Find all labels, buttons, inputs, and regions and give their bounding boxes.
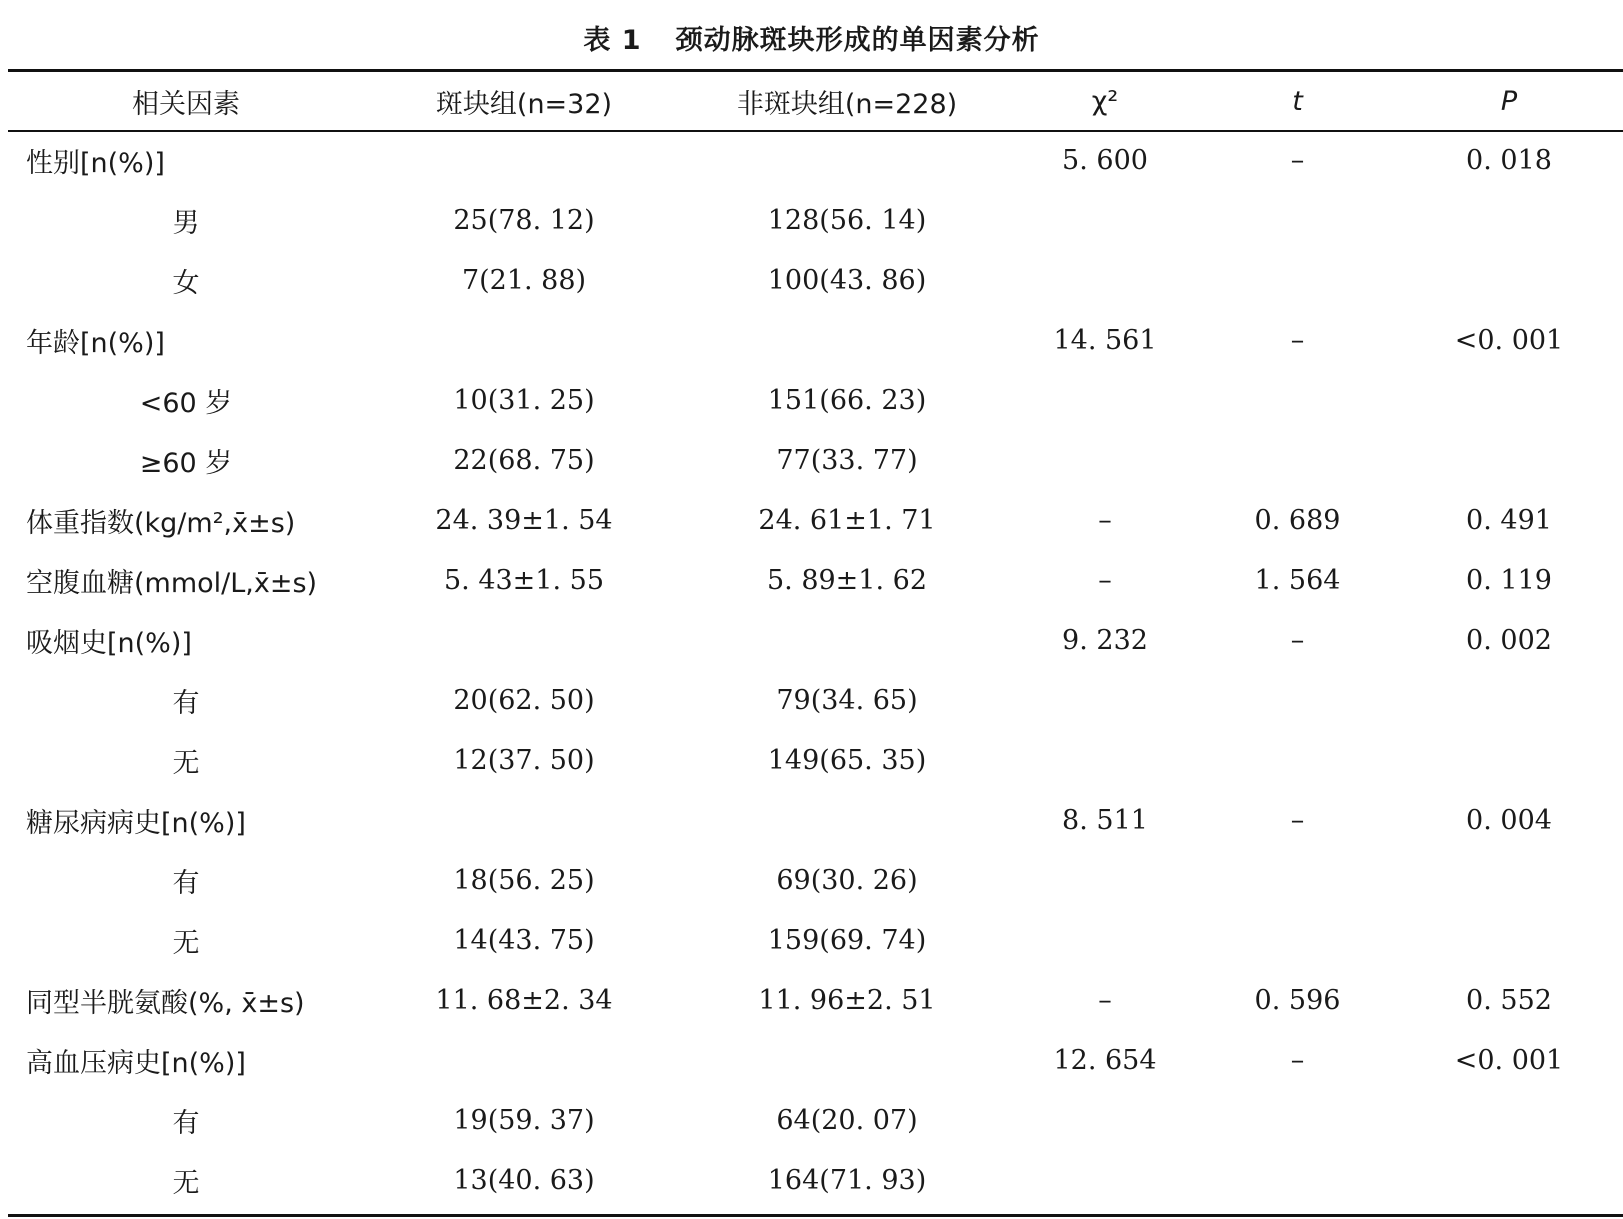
plaque-group-cell: 13(40. 63) xyxy=(453,1164,595,1196)
header-plaque-group: 斑块组(n=32) xyxy=(435,88,613,120)
header-chi-square: χ² xyxy=(1091,85,1119,117)
p-value-cell: <0. 001 xyxy=(1454,1044,1564,1076)
plaque-group-cell xyxy=(364,610,684,670)
plaque-group-cell xyxy=(364,790,684,850)
factor-cell: 高血压病史[n(%)] xyxy=(26,1047,246,1079)
factor-cell: 吸烟史[n(%)] xyxy=(26,627,192,659)
sub-factor-cell: 有 xyxy=(172,1107,200,1139)
plaque-group-cell xyxy=(364,130,684,190)
table-row xyxy=(8,250,1623,310)
chi-square-cell: – xyxy=(1098,504,1112,536)
p-value-cell xyxy=(1395,1150,1623,1210)
non-plaque-group-cell: 128(56. 14) xyxy=(767,204,927,236)
sub-factor-cell: 男 xyxy=(172,207,200,239)
chi-square-cell xyxy=(1010,670,1200,730)
sub-factor-cell: 女 xyxy=(172,267,200,299)
p-value-cell: 0. 002 xyxy=(1466,624,1552,656)
p-value-cell: 0. 004 xyxy=(1466,804,1552,836)
table-row xyxy=(8,310,1623,370)
p-value-cell xyxy=(1395,250,1623,310)
chi-square-cell xyxy=(1010,1150,1200,1210)
sub-factor-cell: 无 xyxy=(172,927,200,959)
non-plaque-group-cell xyxy=(684,1030,1010,1090)
sub-factor-cell: 无 xyxy=(172,1167,200,1199)
t-value-cell: 1. 564 xyxy=(1254,564,1341,596)
t-value-cell: – xyxy=(1290,144,1305,176)
p-value-cell: 0. 018 xyxy=(1466,144,1552,176)
p-value-cell: <0. 001 xyxy=(1454,324,1564,356)
t-value-cell: 0. 689 xyxy=(1254,504,1341,536)
header-p: P xyxy=(1500,85,1518,117)
non-plaque-group-cell xyxy=(684,610,1010,670)
chi-square-cell: – xyxy=(1098,564,1112,596)
non-plaque-group-cell: 64(20. 07) xyxy=(776,1104,918,1136)
table-row xyxy=(8,910,1623,970)
table-row xyxy=(8,730,1623,790)
t-value-cell xyxy=(1200,910,1395,970)
header-non-plaque-group: 非斑块组(n=228) xyxy=(736,88,958,120)
non-plaque-group-cell: 11. 96±2. 51 xyxy=(758,984,936,1016)
plaque-group-cell: 10(31. 25) xyxy=(453,384,595,416)
non-plaque-group-cell xyxy=(684,790,1010,850)
table-row xyxy=(8,370,1623,430)
plaque-group-cell: 22(68. 75) xyxy=(453,444,595,476)
sub-factor-cell: 有 xyxy=(172,867,200,899)
table-row xyxy=(8,670,1623,730)
chi-square-cell xyxy=(1010,190,1200,250)
non-plaque-group-cell xyxy=(684,130,1010,190)
plaque-group-cell: 20(62. 50) xyxy=(453,684,595,716)
table-row xyxy=(8,130,1623,190)
factor-cell: 糖尿病病史[n(%)] xyxy=(26,807,246,839)
non-plaque-group-cell: 69(30. 26) xyxy=(776,864,918,896)
plaque-group-cell: 11. 68±2. 34 xyxy=(435,984,613,1016)
sub-factor-cell: 有 xyxy=(172,687,200,719)
header-row xyxy=(8,72,1623,130)
plaque-group-cell xyxy=(364,1030,684,1090)
chi-square-cell xyxy=(1010,370,1200,430)
table-caption: 颈动脉斑块形成的单因素分析 xyxy=(675,25,1040,56)
table-row xyxy=(8,1030,1623,1090)
t-value-cell xyxy=(1200,370,1395,430)
table-number: 表 1 xyxy=(583,25,642,56)
analysis-table xyxy=(8,72,1623,1210)
table-row xyxy=(8,970,1623,1030)
chi-square-cell xyxy=(1010,850,1200,910)
chi-square-cell: 12. 654 xyxy=(1053,1044,1157,1076)
non-plaque-group-cell: 5. 89±1. 62 xyxy=(766,564,928,596)
table-row xyxy=(8,430,1623,490)
chi-square-cell xyxy=(1010,730,1200,790)
t-value-cell xyxy=(1200,190,1395,250)
non-plaque-group-cell: 24. 61±1. 71 xyxy=(758,504,936,536)
non-plaque-group-cell: 151(66. 23) xyxy=(767,384,927,416)
t-value-cell xyxy=(1200,430,1395,490)
chi-square-cell: 8. 511 xyxy=(1062,804,1148,836)
p-value-cell xyxy=(1395,850,1623,910)
t-value-cell xyxy=(1200,730,1395,790)
non-plaque-group-cell: 79(34. 65) xyxy=(776,684,918,716)
t-value-cell xyxy=(1200,250,1395,310)
table-body xyxy=(8,130,1623,1210)
table-row xyxy=(8,790,1623,850)
chi-square-cell: 9. 232 xyxy=(1062,624,1148,656)
chi-square-cell: 14. 561 xyxy=(1053,324,1157,356)
t-value-cell: 0. 596 xyxy=(1254,984,1341,1016)
chi-square-cell xyxy=(1010,250,1200,310)
p-value-cell: 0. 119 xyxy=(1466,564,1552,596)
table-row xyxy=(8,850,1623,910)
t-value-cell xyxy=(1200,850,1395,910)
plaque-group-cell: 19(59. 37) xyxy=(453,1104,595,1136)
p-value-cell xyxy=(1395,910,1623,970)
chi-square-cell xyxy=(1010,430,1200,490)
table-row xyxy=(8,490,1623,550)
factor-cell: 空腹血糖(mmol/L,x̄±s) xyxy=(26,567,318,599)
chi-square-cell: – xyxy=(1098,984,1112,1016)
non-plaque-group-cell: 100(43. 86) xyxy=(767,264,927,296)
t-value-cell: – xyxy=(1290,324,1305,356)
p-value-cell xyxy=(1395,190,1623,250)
sub-factor-cell: <60 岁 xyxy=(139,387,233,419)
p-value-cell xyxy=(1395,670,1623,730)
non-plaque-group-cell xyxy=(684,310,1010,370)
p-value-cell xyxy=(1395,370,1623,430)
plaque-group-cell xyxy=(364,310,684,370)
table-row xyxy=(8,1090,1623,1150)
plaque-group-cell: 18(56. 25) xyxy=(453,864,595,896)
t-value-cell: – xyxy=(1290,1044,1305,1076)
non-plaque-group-cell: 149(65. 35) xyxy=(767,744,927,776)
chi-square-cell: 5. 600 xyxy=(1062,144,1148,176)
t-value-cell: – xyxy=(1290,804,1305,836)
table-row xyxy=(8,190,1623,250)
table-title xyxy=(0,18,1623,57)
factor-cell: 性别[n(%)] xyxy=(26,147,165,179)
table-row xyxy=(8,1150,1623,1210)
sub-factor-cell: ≥60 岁 xyxy=(139,447,233,479)
p-value-cell xyxy=(1395,730,1623,790)
table-row xyxy=(8,550,1623,610)
chi-square-cell xyxy=(1010,910,1200,970)
t-value-cell xyxy=(1200,1150,1395,1210)
plaque-group-cell: 12(37. 50) xyxy=(453,744,595,776)
p-value-cell xyxy=(1395,1090,1623,1150)
factor-cell: 体重指数(kg/m²,x̄±s) xyxy=(26,507,296,539)
factor-cell: 年龄[n(%)] xyxy=(26,327,165,359)
header-t: t xyxy=(1292,85,1303,117)
t-value-cell xyxy=(1200,1090,1395,1150)
plaque-group-cell: 25(78. 12) xyxy=(453,204,595,236)
t-value-cell xyxy=(1200,670,1395,730)
plaque-group-cell: 7(21. 88) xyxy=(461,264,587,296)
non-plaque-group-cell: 77(33. 77) xyxy=(776,444,918,476)
p-value-cell: 0. 552 xyxy=(1466,984,1552,1016)
non-plaque-group-cell: 159(69. 74) xyxy=(767,924,927,956)
plaque-group-cell: 14(43. 75) xyxy=(453,924,595,956)
bottom-rule xyxy=(8,1214,1623,1217)
p-value-cell: 0. 491 xyxy=(1466,504,1552,536)
header-factor: 相关因素 xyxy=(132,88,240,120)
factor-cell: 同型半胱氨酸(%, x̄±s) xyxy=(26,987,305,1019)
non-plaque-group-cell: 164(71. 93) xyxy=(767,1164,927,1196)
table-row xyxy=(8,610,1623,670)
plaque-group-cell: 5. 43±1. 55 xyxy=(443,564,605,596)
p-value-cell xyxy=(1395,430,1623,490)
plaque-group-cell: 24. 39±1. 54 xyxy=(435,504,613,536)
sub-factor-cell: 无 xyxy=(172,747,200,779)
chi-square-cell xyxy=(1010,1090,1200,1150)
t-value-cell: – xyxy=(1290,624,1305,656)
